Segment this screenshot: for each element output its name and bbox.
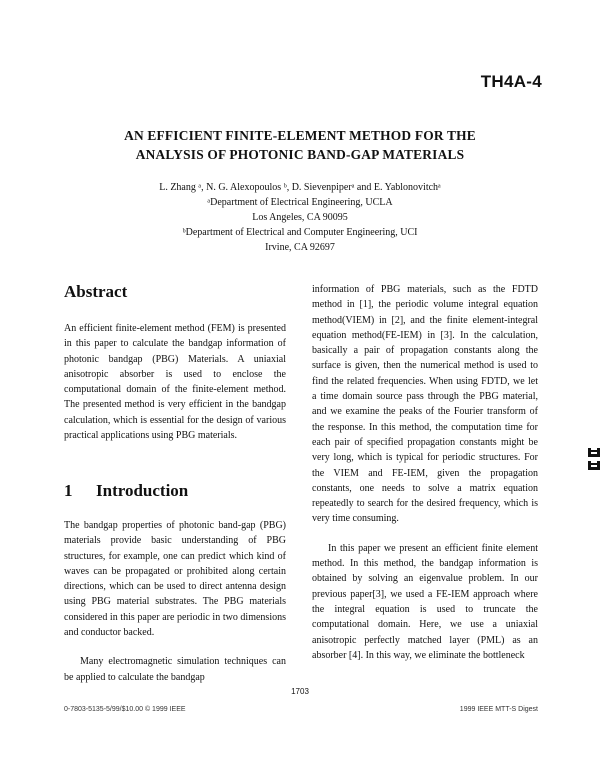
abstract-paragraph: An efficient finite-element method (FEM) is presented in this paper to calculate the bandgap information of photonic bandgap (PBG) Materials. A uniaxial anisotropic absorber is used to enclose the computational domain of the finite-element method. The presented method is very efficient in the bandgap calculation, which is essential for the design of various practical applications using PBG materials.: [64, 323, 286, 442]
footer-conference: 1999 IEEE MTT-S Digest: [459, 706, 538, 713]
abstract-heading: Abstract: [64, 282, 128, 301]
right-paragraph-2: In this paper we present an efficient finite element method. In this method, the bandgap information is obtained by solving an eigenvalue problem. In our previous paper[3], we used a FE-IEM approach where the integral equation is used to truncate the computational domain. Here, we use a uniaxial anisotropic perfectly matched layer (PML) as an absorber [4]. In this way, we eliminate the bottleneck: [312, 542, 538, 661]
title-line-1: AN EFFICIENT FINITE-ELEMENT METHOD FOR THE: [124, 128, 476, 143]
abstract-body: [64, 321, 286, 443]
affiliation-b-dept: ᵇDepartment of Electrical and Computer Engineering, UCI: [182, 227, 418, 238]
affiliation-a-city: Los Angeles, CA 90095: [252, 212, 348, 223]
right-column: [312, 282, 538, 663]
paper-title: [0, 126, 600, 164]
intro-paragraph-1: The bandgap properties of photonic band-gap (PBG) materials provide basic understanding of PBG structures, for example, one can predict which kind of waves can be propagated or prohibited along certain directions, which can be used to direct antenna design using PBG material substrates. The PBG materials considered in this paper are periodic in two dimensions and conductor backed.: [64, 520, 286, 639]
author-list: L. Zhang ᵃ, N. G. Alexopoulos ᵇ, D. Sievenpiperᵃ and E. Yablonovitchᵃ: [159, 182, 441, 193]
margin-tab-icon: [588, 446, 600, 470]
paper-id: TH4A-4: [480, 72, 542, 91]
introduction-body: [64, 518, 286, 685]
page-number: 1703: [291, 687, 309, 696]
introduction-heading: Introduction: [96, 481, 189, 500]
intro-paragraph-2: Many electromagnetic simulation techniques can be applied to calculate the bandgap: [64, 656, 286, 683]
affiliation-a-dept: ᵃDepartment of Electrical Engineering, UCLA: [207, 197, 393, 208]
right-paragraph-1: information of PBG materials, such as the FDTD method in [1], the periodic volume integral equation method(VIEM) in [2], and the finite element-integral equation method(FE-IEM) in [3]. In the calculation, basically a pair of propagation constants along the surface is given, then the numerical method is used to find the related frequencies. When using FDTD, we let a time domain source pass through the PBG material, and we examine the peaks of the Fourier transform of the response. In this method, the computation time for each pair of specified propagation constants might be very long, which is typical for periodic structures. For the VIEM and FE-IEM, given the propagation constants, one needs to solve a matrix equation repeatedly to search for the desired frequency, which is very time consuming.: [312, 284, 538, 525]
title-line-2: ANALYSIS OF PHOTONIC BAND-GAP MATERIALS: [135, 147, 465, 162]
footer-isbn: 0-7803-5135-5/99/$10.00 © 1999 IEEE: [64, 706, 186, 713]
affiliation-b-city: Irvine, CA 92697: [265, 242, 335, 253]
section-number: 1: [64, 481, 73, 500]
